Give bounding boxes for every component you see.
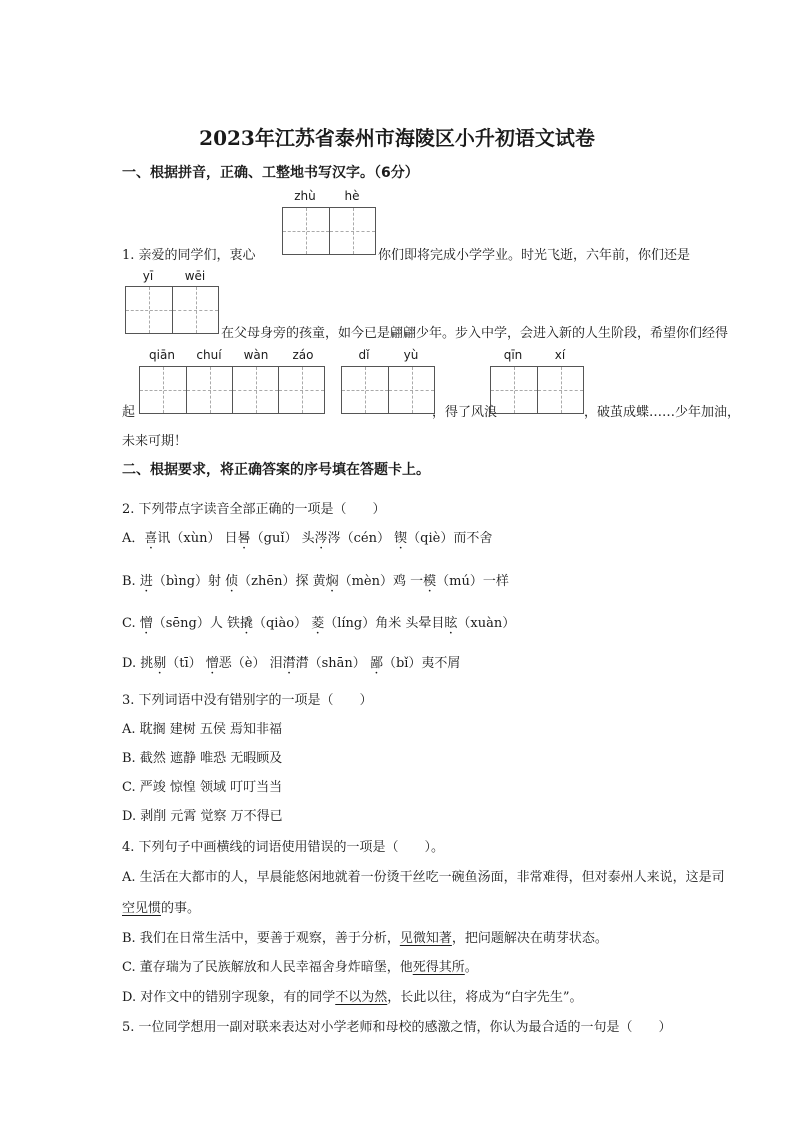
- q2-stem: 2. 下列带点字读音全部正确的一项是（ ）: [122, 502, 386, 517]
- q1-line1-suffix: 你们即将完成小学学业。时光飞逝，六年前，你们还是: [378, 248, 691, 263]
- pinyin-label: hè: [344, 189, 360, 203]
- section2-heading: 二、根据要求，将正确答案的序号填在答题卡上。: [122, 462, 430, 478]
- q4-option-d[interactable]: D. 对作文中的错别字现象，有的同学不以为然，长此以往，将成为“白字先生”。: [122, 990, 583, 1005]
- writing-grid-yiwei[interactable]: [125, 286, 219, 334]
- pinyin-label: yī: [142, 269, 154, 283]
- q3-option-d[interactable]: D. 剥削 元霄 觉察 万不得已: [122, 809, 283, 824]
- q2-option-c[interactable]: C. 憎（sēng）人 铁撬（qiào） 菱（líng）角米 头晕目眩（xuàn）: [122, 616, 516, 631]
- pinyin-label: wēi: [184, 269, 206, 283]
- pinyin-label: wàn: [243, 348, 269, 362]
- q3-option-a[interactable]: A. 耽搁 建树 五侯 焉知非福: [122, 722, 283, 737]
- q3-stem: 3. 下列词语中没有错别字的一项是（ ）: [122, 693, 373, 708]
- q1-line4: 未来可期！: [122, 434, 188, 449]
- pinyin-label: záo: [292, 348, 314, 362]
- writing-grid-diyu[interactable]: [341, 366, 435, 414]
- page-title: 2023年江苏省泰州市海陵区小升初语文试卷: [199, 126, 595, 150]
- q4-option-a-line1[interactable]: A. 生活在大都市的人，早晨能悠闲地就着一份烫干丝吃一碗鱼汤面，非常难得，但对泰州人来说，这是司: [122, 870, 725, 885]
- q1-line3-prefix: 起: [122, 405, 136, 420]
- pinyin-label: xí: [554, 348, 566, 362]
- q1-line3-mid: ，得了风浪: [432, 405, 498, 420]
- q1-line2: 在父母身旁的孩童，如今已是翩翩少年。步入中学，会进入新的人生阶段，希望你们经得: [221, 326, 729, 341]
- q4-option-b[interactable]: B. 我们在日常生活中，要善于观察，善于分析，见微知著，把问题解决在萌芽状态。: [122, 931, 608, 946]
- writing-grid-qianchuiwanzao[interactable]: [139, 366, 325, 414]
- q5-stem: 5. 一位同学想用一副对联来表达对小学老师和母校的感激之情，你认为最合适的一句是（ ）: [122, 1020, 672, 1035]
- section1-heading: 一、根据拼音，正确、工整地书写汉字。（6分）: [122, 165, 419, 181]
- pinyin-label: qīn: [503, 348, 523, 362]
- q4-option-a-line2: 空见惯的事。: [122, 901, 201, 916]
- q3-option-b[interactable]: B. 截然 遮静 唯恐 无暇顾及: [122, 751, 283, 766]
- pinyin-label: dǐ: [358, 348, 370, 362]
- writing-grid-zhuhe[interactable]: [282, 207, 376, 255]
- pinyin-label: qiān: [149, 348, 175, 362]
- q3-option-c[interactable]: C. 严竣 惊惶 领域 叮叮当当: [122, 780, 283, 795]
- pinyin-label: yù: [403, 348, 419, 362]
- q2-option-d[interactable]: D. 挑剔（tī） 憎恶（è） 泪潸潸（shān） 鄙（bǐ）夷不屑: [122, 656, 461, 671]
- writing-grid-qinxi[interactable]: [490, 366, 584, 414]
- q1-line3-suffix: ，破茧成蝶……少年加油，: [584, 405, 740, 420]
- q4-option-c[interactable]: C. 董存瑞为了民族解放和人民幸福舍身炸暗堡，他死得其所。: [122, 960, 478, 975]
- q1-line1-prefix: 1. 亲爱的同学们，衷心: [122, 248, 256, 263]
- q2-option-a[interactable]: A．喜讯（xùn） 日晷（guǐ） 头涔涔（cén） 锲（qiè）而不舍: [122, 531, 493, 546]
- pinyin-label: zhù: [294, 189, 316, 203]
- pinyin-label: chuí: [196, 348, 222, 362]
- q4-stem: 4. 下列句子中画横线的词语使用错误的一项是（ ）。: [122, 840, 445, 855]
- q2-option-b[interactable]: B. 进（bìng）射 侦（zhēn）探 黄焖（mèn）鸡 一模（mú）一样: [122, 574, 509, 589]
